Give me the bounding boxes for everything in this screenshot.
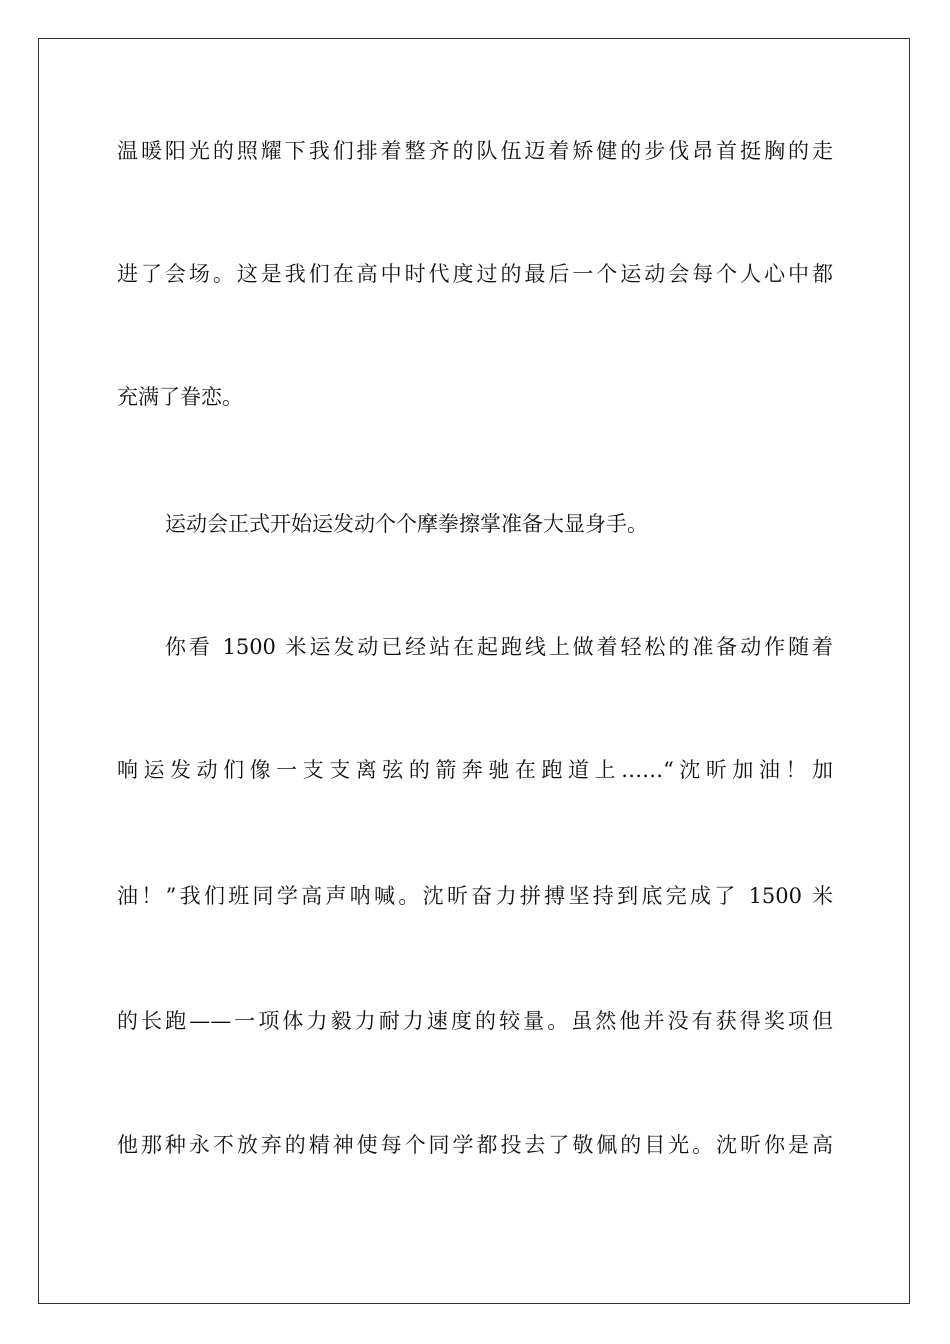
paragraph-line: 你看 1500 米运发动已经站在起跑线上做着轻松的准备动作随着: [165, 635, 833, 659]
paragraph-line: 运动会正式开始运发动个个摩拳擦掌准备大显身手。: [165, 512, 648, 536]
page-border: [38, 38, 910, 1304]
text-line: 的长跑——一项体力毅力耐力速度的较量。虽然他并没有获得奖项但: [117, 1009, 833, 1033]
text-line: 响运发动们像一支支离弦的箭奔驰在跑道上……“沈昕加油！加: [117, 758, 833, 782]
text-line: 温暖阳光的照耀下我们排着整齐的队伍迈着矫健的步伐昂首挺胸的走: [117, 139, 833, 163]
text-line: 进了会场。这是我们在高中时代度过的最后一个运动会每个人心中都: [117, 262, 833, 286]
text-line: 油！”我们班同学高声呐喊。沈昕奋力拼搏坚持到底完成了 1500 米: [117, 884, 833, 908]
text-line: 他那种永不放弃的精神使每个同学都投去了敬佩的目光。沈昕你是高: [117, 1133, 833, 1157]
text-line: 充满了眷恋。: [117, 385, 243, 409]
